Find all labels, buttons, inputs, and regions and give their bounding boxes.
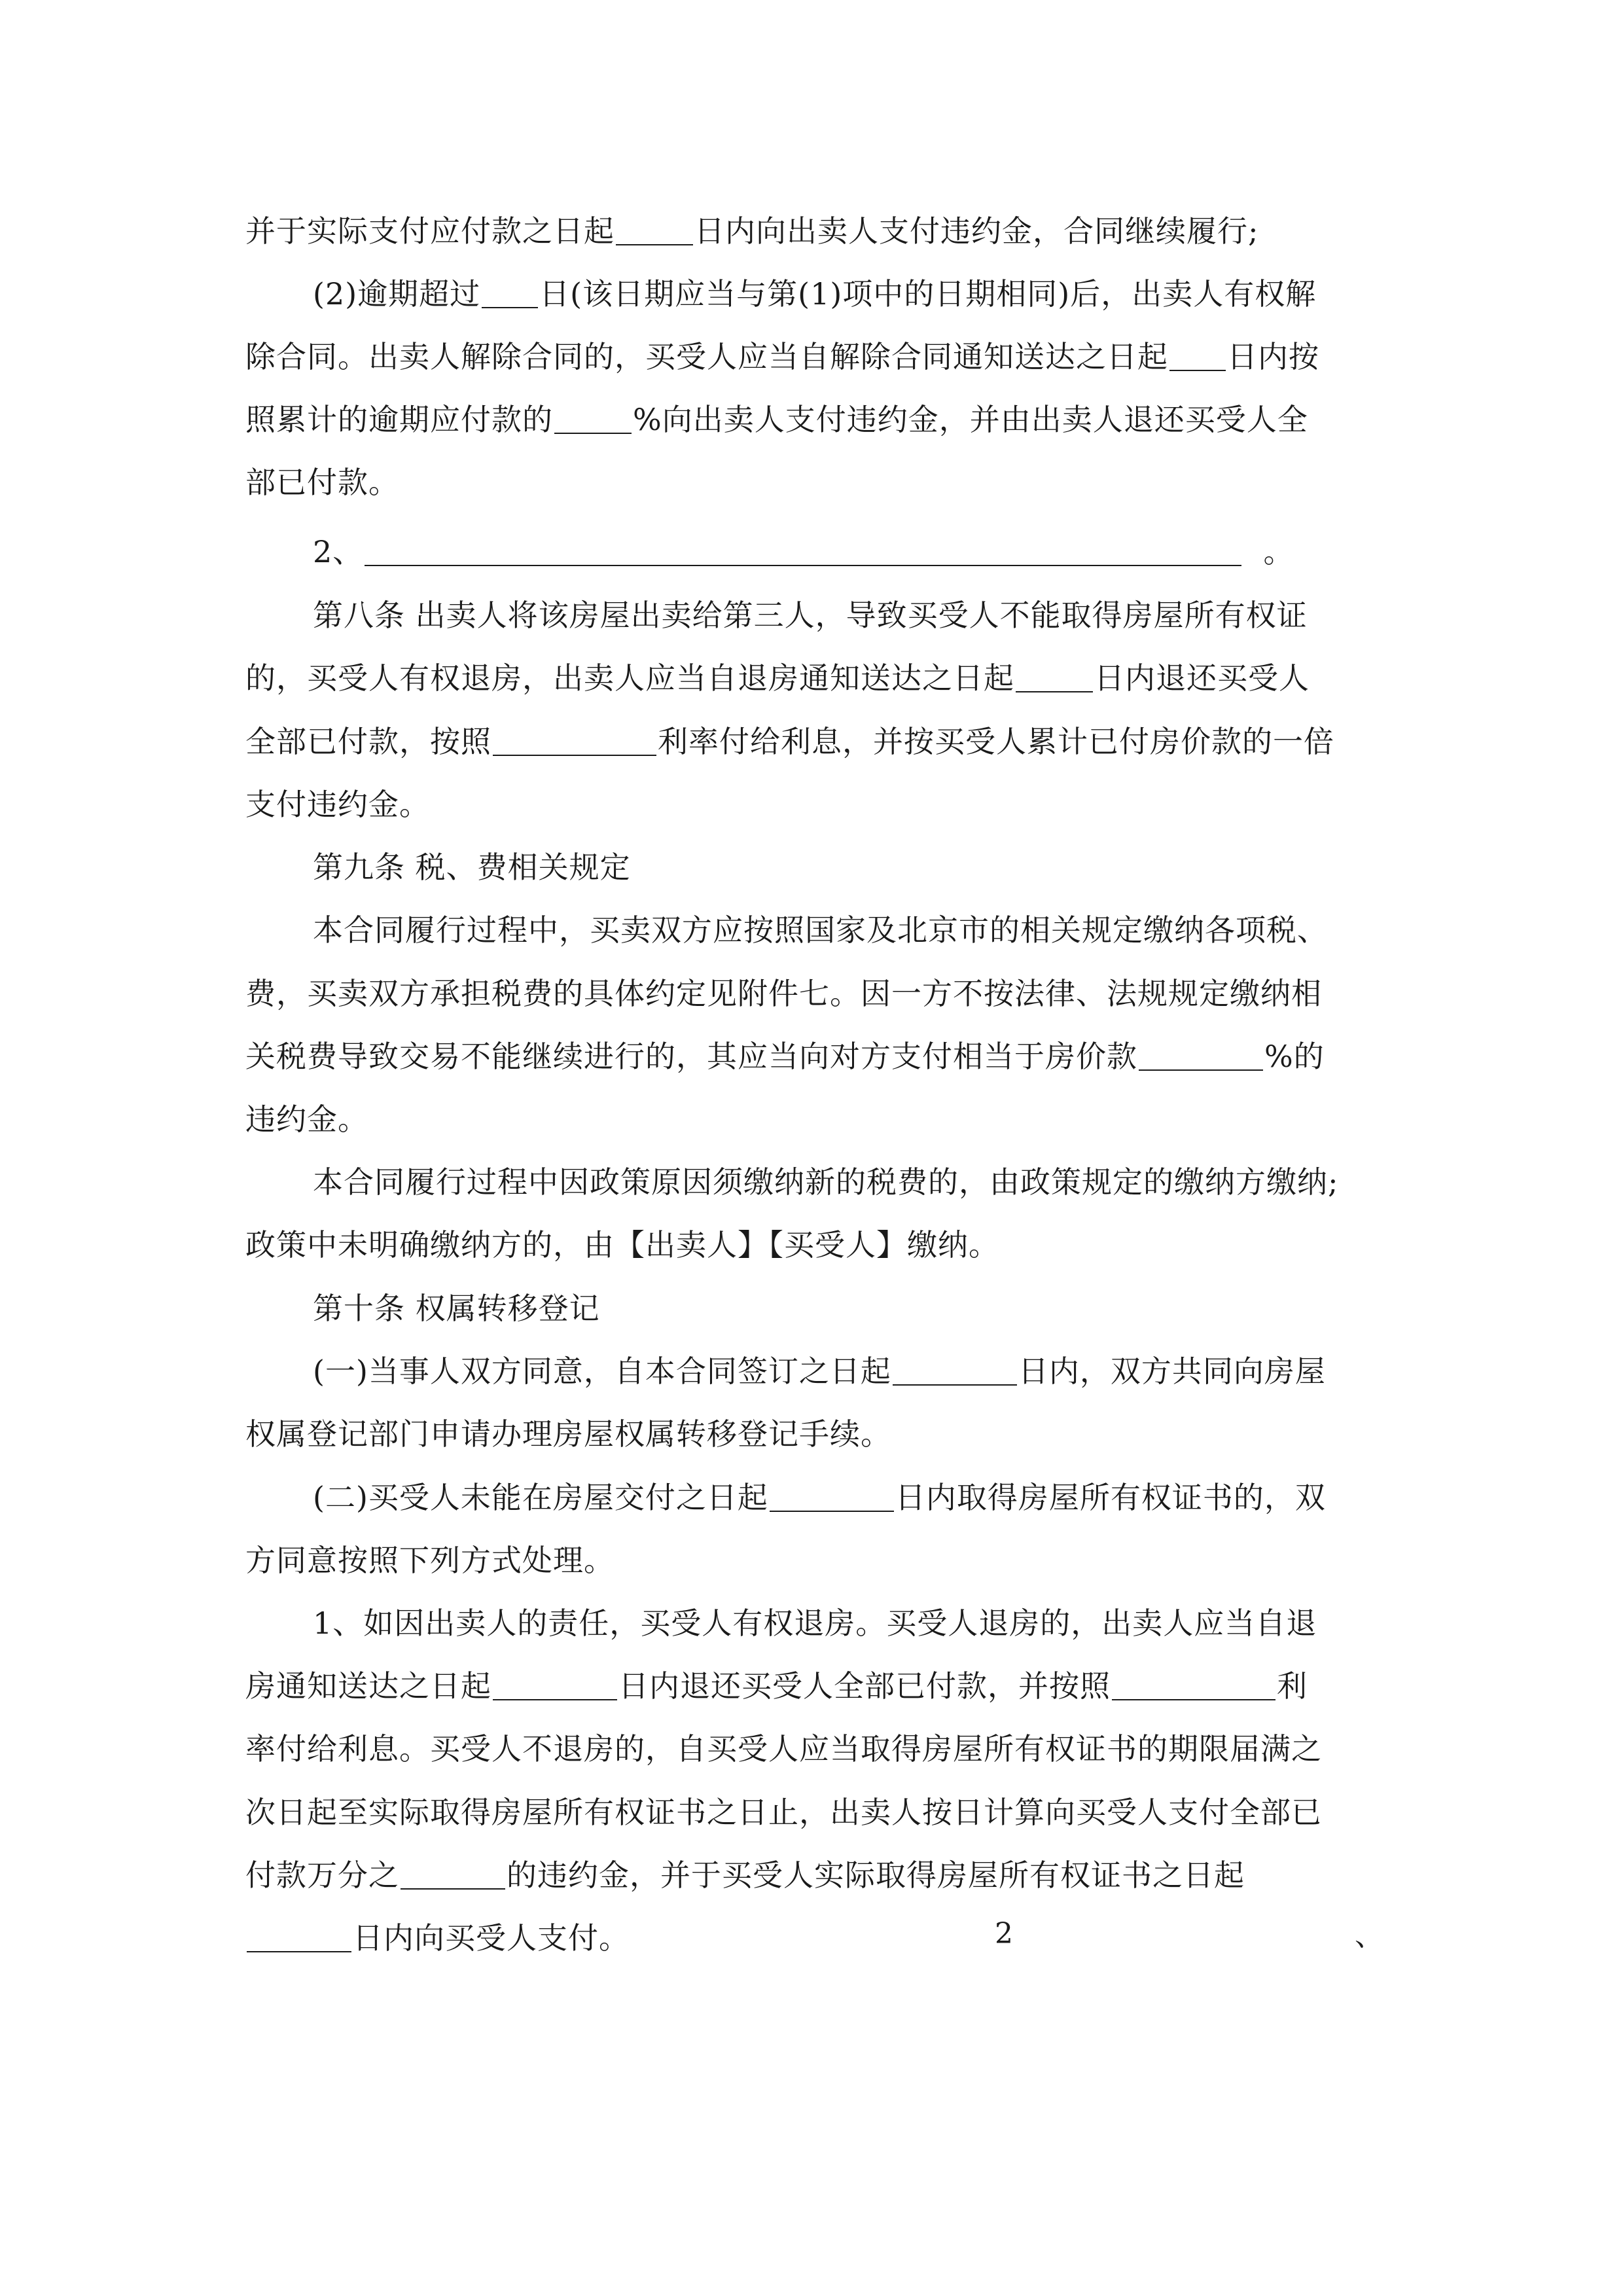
blank-underline: [1112, 1669, 1275, 1700]
text-line: 方同意按照下列方式处理。: [245, 1543, 615, 1578]
article-heading-line: 第八条 出卖人将该房屋出卖给第三人，导致买受人不能取得房屋所有权证: [313, 598, 1308, 633]
text-line: 2、 。: [313, 534, 1294, 569]
text-line: 1、如因出卖人的责任，买受人有权退房。买受人退房的，出卖人应当自退: [313, 1605, 1317, 1641]
blank-underline: [616, 214, 693, 245]
blank-underline: [893, 1354, 1017, 1386]
text-line: (一)当事人双方同意，自本合同签订之日起 日内，双方共同向房屋: [313, 1354, 1326, 1389]
text-line: 违约金。: [245, 1102, 368, 1137]
text-line: (二)买受人未能在房屋交付之日起 日内取得房屋所有权证书的，双: [313, 1480, 1326, 1515]
blank-underline: [247, 1921, 351, 1952]
text-line: 费，买卖双方承担税费的具体约定见附件七。因一方不按法律、法规规定缴纳相: [245, 976, 1322, 1011]
text-line: 部已付款。: [245, 465, 399, 500]
blank-underline: [401, 1858, 505, 1890]
text-line: 支付违约金。: [245, 787, 430, 822]
text-line: 本合同履行过程中因政策原因须缴纳新的税费的，由政策规定的缴纳方缴纳;: [313, 1164, 1339, 1200]
text-line: 的，买受人有权退房，出卖人应当自退房通知送达之日起 日内退还买受人: [245, 660, 1310, 696]
blank-underline: [554, 403, 632, 434]
text-line: 本合同履行过程中，买卖双方应按照国家及北京市的相关规定缴纳各项税、: [313, 912, 1328, 948]
blank-underline: [770, 1480, 894, 1512]
blank-underline: [482, 277, 538, 308]
blank-underline: [493, 725, 656, 756]
text-line: 付款万分之 的违约金，并于买受人实际取得房屋所有权证书之日起: [245, 1857, 1245, 1893]
text-line: 全部已付款，按照 利率付给利息，并按买受人累计已付房价款的一倍: [245, 724, 1334, 759]
text-line: 照累计的逾期应付款的 %向出卖人支付违约金，并由出卖人退还买受人全: [245, 402, 1308, 437]
text-line: 次日起至实际取得房屋所有权证书之日止，出卖人按日计算向买受人支付全部已: [245, 1795, 1322, 1830]
text-line: (2)逾期超过 日(该日期应当与第(1)项中的日期相同)后，出卖人有权解: [313, 276, 1317, 312]
page-footer-mark: 、: [1355, 1919, 1383, 1952]
text-line: 关税费导致交易不能继续进行的，其应当向对方支付相当于房价款 %的: [245, 1039, 1325, 1074]
blank-underline: [493, 1669, 617, 1700]
blank-underline: [365, 535, 1241, 566]
text-line: 日内向买受人支付。: [245, 1918, 1397, 1958]
page-number: 2: [995, 1917, 1013, 1950]
article-heading-line: 第十条 权属转移登记: [313, 1291, 600, 1326]
blank-underline: [1016, 661, 1093, 692]
text-line: 并于实际支付应付款之日起 日内向出卖人支付违约金，合同继续履行;: [245, 213, 1259, 249]
text-line: 政策中未明确缴纳方的，由【出卖人】【买受人】缴纳。: [245, 1227, 999, 1263]
article-heading-line: 第九条 税、费相关规定: [313, 850, 631, 885]
text-line: 除合同。出卖人解除合同的，买受人应当自解除合同通知送达之日起 日内按: [245, 339, 1319, 374]
blank-underline: [1139, 1039, 1263, 1071]
text-line: 率付给利息。买受人不退房的，自买受人应当取得房屋所有权证书的期限届满之: [245, 1731, 1322, 1767]
blank-underline: [1169, 340, 1226, 371]
text-line: 权属登记部门申请办理房屋权属转移登记手续。: [245, 1416, 891, 1452]
text-line: 房通知送达之日起 日内退还买受人全部已付款，并按照 利: [245, 1668, 1308, 1704]
